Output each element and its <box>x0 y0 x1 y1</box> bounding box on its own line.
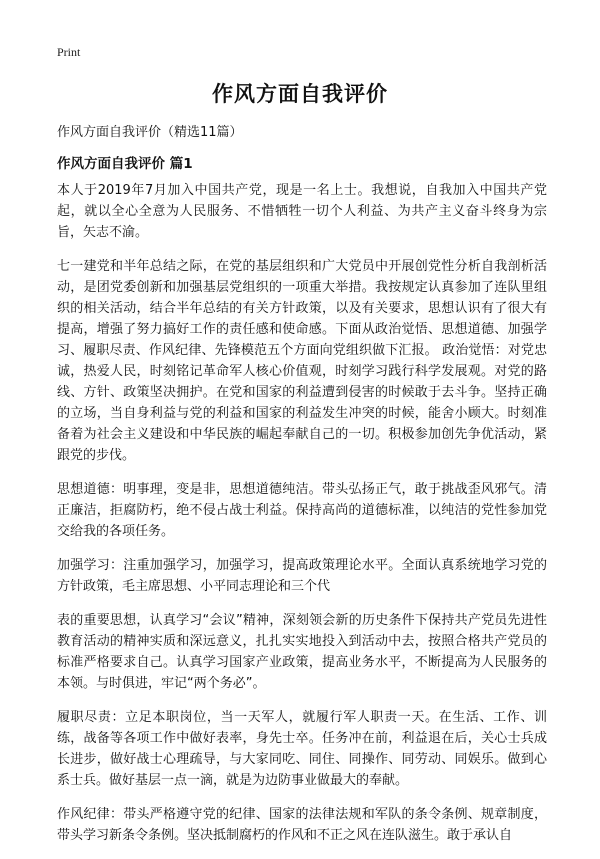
paragraph-1: 本人于2019年7月加入中国共产党，现是一名上士。我想说，自我加入中国共产党起，就以全心全意为人民服务、不惜牺牲一切个人利益、为共产主义奋斗终身为宗旨，矢志不渝。 <box>57 183 547 240</box>
paragraph-5: 表的重要思想，认真学习“会议”精神，深刻领会新的历史条件下保持共产党员先进性教育活动的精神实质和深远意义，扎扎实实地投入到活动中去，按照合格共产党员的标准严格要求自己。认真学习国家产业政策，提高业务水平，不断提高为人民服务的本领。与时俱进，牢记“两个务必”。 <box>57 613 547 691</box>
section-heading: 作风方面自我评价 篇1 <box>57 156 193 172</box>
document-subtitle: 作风方面自我评价（精选11篇） <box>57 125 243 140</box>
paragraph-6: 履职尽责：立足本职岗位，当一天军人，就履行军人职责一天。在生活、工作、训练，战备等各项工作中做好表率，身先士卒。任务冲在前，利益退在后，关心士兵成长进步，做好战士心理疏导，与大家同吃、同住、同操作、同劳动、同娱乐。做到心系士兵。做好基层一点一滴，就是为边防事业做最大的奉献。 <box>57 710 547 788</box>
print-link[interactable]: Print <box>57 45 81 59</box>
page-title: 作风方面自我评价 <box>212 82 388 106</box>
document-body <box>57 180 547 859</box>
paragraph-4: 加强学习：注重加强学习，加强学习，提高政策理论水平。全面认真系统地学习党的方针政策，毛主席思想、小平同志理论和三个代 <box>57 558 547 594</box>
paragraph-7: 作风纪律：带头严格遵守党的纪律、国家的法律法规和军队的条令条例、规章制度，带头学习新条令条例。坚决抵制腐朽的作风和不正之风在连队滋生。敢于承认自 <box>57 807 547 843</box>
paragraph-3: 思想道德：明事理，变是非，思想道德纯洁。带头弘扬正气，敢于挑战歪风邪气。清正廉洁，拒腐防朽，绝不侵占战士利益。保持高尚的道德标准，以纯洁的党性参加党交给我的各项任务。 <box>57 482 547 539</box>
paragraph-2: 七一建党和半年总结之际，在党的基层组织和广大党员中开展创党性分析自我剖析活动，是团党委创新和加强基层党组织的一项重大举措。我按规定认真参加了连队里组织的相关活动，结合半年总结的有关方针政策，以及有关要求，思想认识有了很大有提高，增强了努力搞好工作的责任感和使命感。下面从政治觉悟、思想道德、加强学习、履职尽责、作风纪律、先锋模范五个方面向党组织做下汇报。 政治觉悟：对党忠诚，热爱人民，时刻铭记革命军人核心价值观，时刻学习践行科学发展观。对党的路线、方针、政策坚决拥护。在党和国家的利益遭到侵害的时候敢于去斗争。坚持正确的立场，当自身利益与党的利益和国家的利益发生冲突的时候，能舍小顾大。时刻准备着为社会主义建设和中华民族的崛起奉献自己的一切。积极参加创先争优活动，紧跟党的步伐。 <box>57 259 547 463</box>
